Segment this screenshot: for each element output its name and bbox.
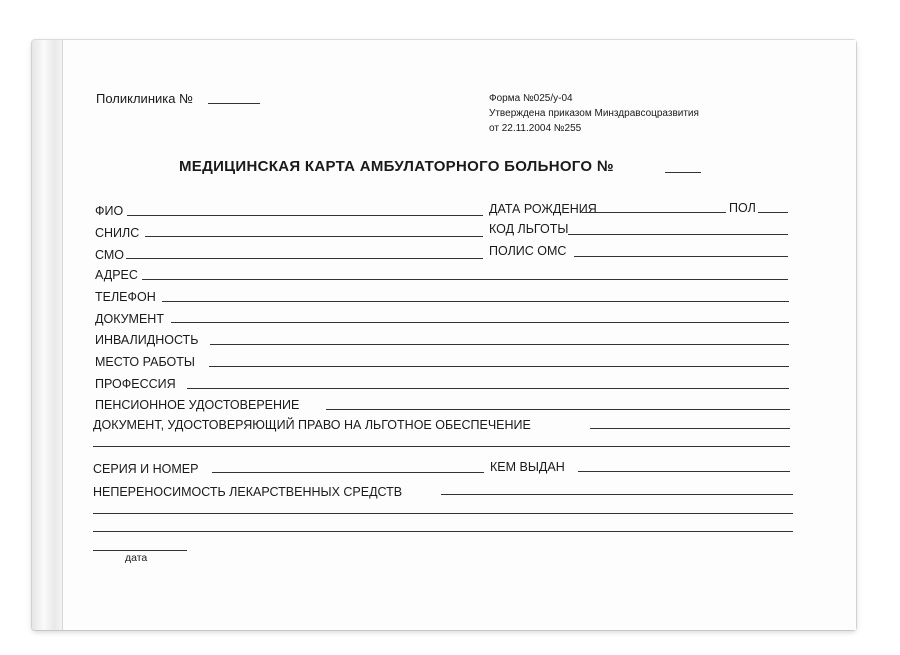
- date-label: дата: [125, 552, 148, 564]
- drug-intolerance-label: НЕПЕРЕНОСИМОСТЬ ЛЕКАРСТВЕННЫХ СРЕДСТВ: [93, 485, 403, 499]
- disability-line[interactable]: [210, 344, 789, 345]
- profession-label: ПРОФЕССИЯ: [95, 377, 176, 391]
- benefit-document-line[interactable]: [590, 428, 790, 429]
- benefit-document-line-2[interactable]: [93, 446, 790, 447]
- address-label: АДРЕС: [95, 268, 138, 282]
- issued-by-label: КЕМ ВЫДАН: [490, 460, 565, 474]
- phone-line[interactable]: [162, 301, 789, 302]
- form-number: Форма №025/у-04: [489, 93, 573, 104]
- approval-text: Утверждена приказом Минздравсоцразвития: [489, 108, 699, 119]
- oms-policy-line[interactable]: [574, 256, 788, 257]
- benefit-document-label: ДОКУМЕНТ, УДОСТОВЕРЯЮЩИЙ ПРАВО НА ЛЬГОТНОЕ ОБЕСПЕЧЕНИЕ: [93, 418, 531, 432]
- address-line[interactable]: [142, 279, 788, 280]
- drug-intolerance-line-2[interactable]: [93, 513, 793, 514]
- book-spine: [32, 40, 63, 630]
- fio-line[interactable]: [127, 215, 483, 216]
- approval-date: от 22.11.2004 №255: [489, 123, 582, 134]
- benefit-code-line[interactable]: [568, 234, 788, 235]
- document-line[interactable]: [171, 322, 789, 323]
- pension-certificate-line[interactable]: [326, 409, 790, 410]
- document-label: ДОКУМЕНТ: [95, 312, 164, 326]
- card-number-line: [665, 172, 701, 173]
- card-title: МЕДИЦИНСКАЯ КАРТА АМБУЛАТОРНОГО БОЛЬНОГО №: [179, 158, 614, 175]
- disability-label: ИНВАЛИДНОСТЬ: [95, 333, 199, 347]
- smo-label: СМО: [95, 248, 125, 262]
- phone-label: ТЕЛЕФОН: [95, 290, 156, 304]
- date-line[interactable]: [93, 550, 187, 551]
- pension-certificate-label: ПЕНСИОННОЕ УДОСТОВЕРЕНИЕ: [95, 398, 300, 412]
- snils-line[interactable]: [145, 236, 483, 237]
- sex-line[interactable]: [758, 212, 788, 213]
- fio-label: ФИО: [95, 204, 124, 218]
- drug-intolerance-line[interactable]: [441, 494, 793, 495]
- clinic-label: Поликлиника №: [96, 91, 194, 106]
- snils-label: СНИЛС: [95, 226, 140, 240]
- drug-intolerance-line-3[interactable]: [93, 531, 793, 532]
- form-info: [489, 91, 699, 136]
- workplace-label: МЕСТО РАБОТЫ: [95, 355, 195, 369]
- series-number-line[interactable]: [212, 472, 484, 473]
- birth-date-label: ДАТА РОЖДЕНИЯ: [489, 202, 597, 216]
- issued-by-line[interactable]: [578, 471, 790, 472]
- sex-label: ПОЛ: [729, 201, 756, 215]
- profession-line[interactable]: [187, 388, 789, 389]
- series-number-label: СЕРИЯ И НОМЕР: [93, 462, 199, 476]
- clinic-number-line: [208, 103, 260, 104]
- workplace-line[interactable]: [209, 366, 789, 367]
- benefit-code-label: КОД ЛЬГОТЫ: [489, 222, 569, 236]
- oms-policy-label: ПОЛИС ОМС: [489, 244, 567, 258]
- smo-line[interactable]: [126, 258, 483, 259]
- birth-date-line[interactable]: [582, 212, 726, 213]
